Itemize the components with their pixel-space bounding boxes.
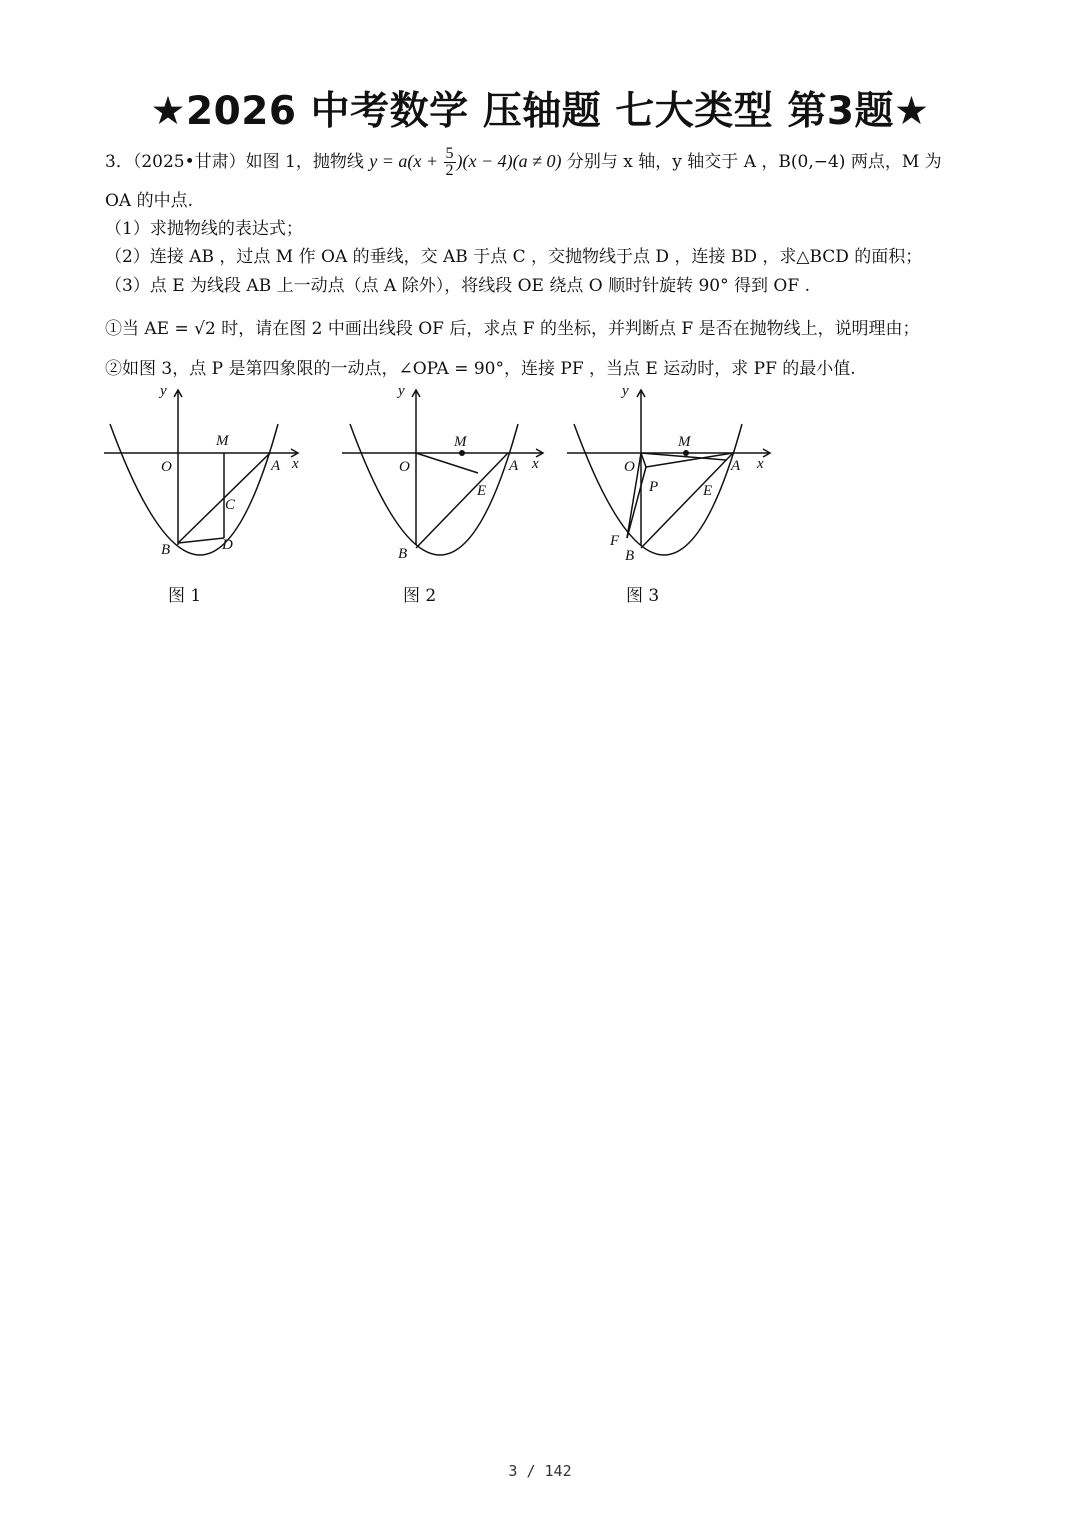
fig3-label-O: O [624,459,635,475]
fig1-label-x: x [292,456,299,472]
fig3-label-P: P [649,479,659,495]
fig2-label-y: y [398,383,405,399]
sub-question-2: ②如图 3，点 P 是第四象限的一动点，∠OPA = 90°，连接 PF ，当点 E 运动时，求 PF 的最小值. [105,359,856,379]
fig2-caption: 图 2 [403,586,437,606]
page-title: ★2026 中考数学 压轴题 七大类型 第3题★ [150,89,930,134]
fig3-caption: 图 3 [626,586,660,606]
fig1-label-M: M [216,433,229,449]
fig1-label-B: B [161,542,171,558]
fig2-label-A: A [509,458,519,474]
fig1-label-C: C [225,497,236,513]
equation-right: )(x − 4)(a ≠ 0) [456,151,562,171]
equation-fraction [444,146,456,179]
fig3-label-A: A [731,458,741,474]
figures-svg [98,380,798,620]
fig3-label-F: F [610,533,620,549]
intro-suffix: 分别与 x 轴，y 轴交于 A ，B(0,−4) 两点，M 为 [561,152,942,172]
fraction-denominator: 2 [445,162,454,179]
fig2-label-x: x [532,456,539,472]
fraction-numerator: 5 [445,145,454,162]
fig2-point-M [459,450,465,456]
fig2-label-E: E [477,483,487,499]
fig3-label-M: M [678,434,691,450]
fig3-point-M [683,450,689,456]
fig3-label-E: E [703,483,713,499]
fig2-label-O: O [399,459,410,475]
fig3-label-y: y [622,383,629,399]
fig2-label-M: M [454,434,467,450]
problem-intro-line1 [105,146,1005,179]
fig3-label-B: B [625,548,635,564]
fig3-label-x: x [757,456,764,472]
fig2-label-B: B [398,546,408,562]
figures-area [98,380,798,620]
fig1-caption: 图 1 [168,586,202,606]
equation-left: y = a(x + [369,151,443,171]
fig1-label-y: y [160,383,167,399]
sub-question-1: ①当 AE = √2 时，请在图 2 中画出线段 OF 后，求点 F 的坐标，并判断点 F 是否在抛物线上，说明理由； [105,319,920,339]
problem-intro-line2: OA 的中点. [105,191,194,211]
fig1-label-D: D [222,537,233,553]
fig1-label-O: O [161,459,172,475]
question-1: （1）求抛物线的表达式； [105,219,303,239]
fig1-label-A: A [271,458,281,474]
intro-prefix: 3．（2025•甘肃）如图 1，抛物线 [105,152,370,172]
question-3: （3）点 E 为线段 AB 上一动点（点 A 除外），将线段 OE 绕点 O 顺时针旋转 90° 得到 OF . [105,276,810,296]
question-2: （2）连接 AB ，过点 M 作 OA 的垂线，交 AB 于点 C ，交抛物线于点 D ，连接 BD ，求△BCD 的面积； [105,247,923,267]
page-number: 3 / 142 [508,1462,572,1480]
